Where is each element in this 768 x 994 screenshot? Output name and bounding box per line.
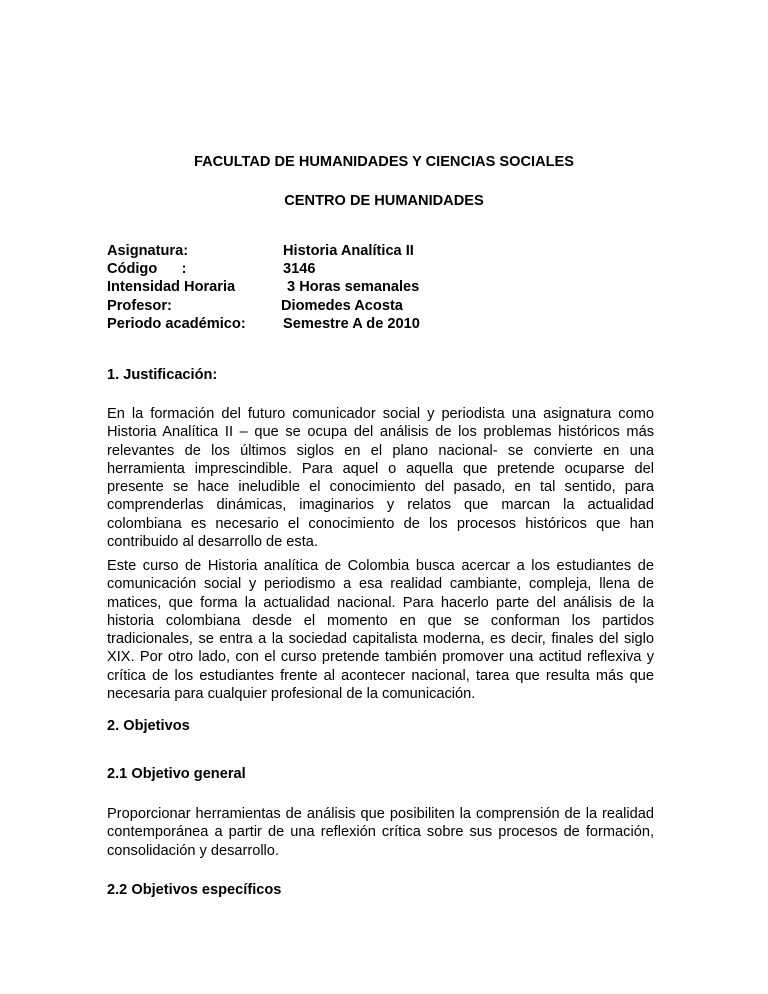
course-info-value: 3 Horas semanales — [283, 279, 420, 296]
course-info-label: Profesor: — [107, 297, 172, 314]
course-info-value: Diomedes Acosta — [281, 297, 403, 314]
course-info-value: 3146 — [283, 261, 316, 278]
course-info-label: Periodo académico: — [107, 315, 246, 332]
course-info-label: Intensidad Horaria — [107, 279, 236, 296]
course-info-value: Semestre A de 2010 — [283, 315, 420, 332]
justification-heading: 1. Justificación: — [107, 367, 218, 383]
faculty-title: FACULTAD DE HUMANIDADES Y CIENCIAS SOCIALES — [193, 154, 574, 170]
general-objective-text: Proporcionar herramientas de análisis que posibiliten la comprensión de la realidad contemporánea a partir de una reflexión crítica sobre sus procesos de formación, consolidación y desarrollo. — [107, 806, 654, 859]
center-title: CENTRO DE HUMANIDADES — [284, 193, 484, 209]
course-info-label: Asignatura: — [107, 243, 189, 259]
objectives-heading: 2. Objetivos — [107, 718, 190, 734]
course-info-value: Historia Analítica II — [283, 243, 414, 259]
specific-objectives-heading: 2.2 Objetivos específicos — [107, 882, 282, 898]
general-objective-heading: 2.1 Objetivo general — [107, 766, 246, 782]
justification-paragraph-1: En la formación del futuro comunicador social y periodista una asignatura como Historia Analítica II – que se ocupa del análisis de los problemas históricos más relevantes de los últimos siglos en el plano nacional- se convierte en una herramienta imprescindible. Para aquel o aquella que pretende ocuparse del presente se hace ineludible el conocimiento del pasado, en tal sentido, para comprenderlas dinámicas, imaginarios y relatos que marcan la actualidad colombiana es necesario el conocimiento de los procesos históricos que han contribuido al desarrollo de esta. — [107, 406, 654, 551]
course-info-label: Código : — [107, 261, 187, 278]
justification-paragraph-2: Este curso de Historia analítica de Colombia busca acercar a los estudiantes de comunicación social y periodismo a esa realidad cambiante, compleja, llena de matices, que forma la actualidad nacional. Para hacerlo parte del análisis de la historia colombiana desde el momento en que se conforman los partidos tradicionales, se entra a la sociedad capitalista moderna, es decir, finales del siglo XIX. Por otro lado, con el curso pretende también promover una actitud reflexiva y crítica de los estudiantes frente al acontecer nacional, tarea que resulta más que necesaria para cualquier profesional de la comunicación. — [107, 558, 654, 703]
